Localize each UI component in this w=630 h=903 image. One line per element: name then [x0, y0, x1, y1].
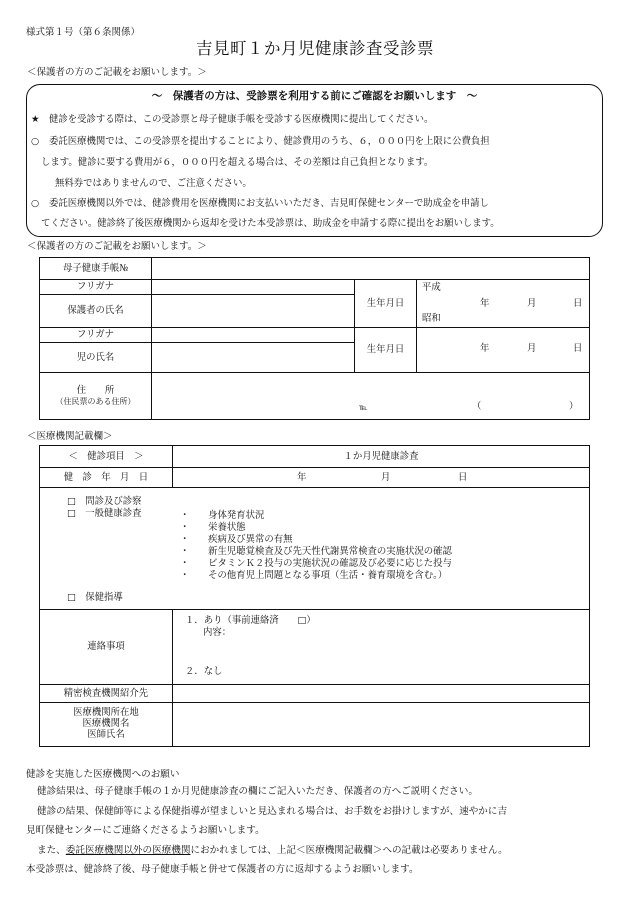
mch-number-field[interactable] — [152, 258, 590, 280]
star-icon: ★ — [31, 114, 40, 125]
child-birth-field[interactable] — [417, 328, 590, 373]
exam-item-value: １か月児健康診査 — [173, 446, 590, 468]
tel-paren-close: ） — [569, 401, 579, 412]
year-label: 年 — [297, 472, 307, 483]
era-showa: 昭和 — [422, 313, 441, 324]
institution-label-cell — [40, 703, 173, 747]
footer-heading: 健診を実施した医療機関へのお願い — [26, 769, 180, 780]
checkbox-icon[interactable]: □ — [67, 592, 76, 603]
referral-label: 精密検査機関紹介先 — [40, 685, 173, 703]
sub-item: ・ 疾病及び異常の有無 — [180, 534, 293, 545]
notice-line-6: てください。健診終了後医療機関から返却を受けた本受診票は、助成金を申請する際に提出をお願いします。 — [41, 218, 500, 229]
guardian-name-field[interactable] — [152, 295, 355, 328]
notice-heading: ～ 保護者の方は、受診票を利用する前にご確認をお願いします ～ — [151, 90, 478, 102]
institution-field[interactable] — [173, 703, 590, 747]
medical-table — [39, 445, 590, 747]
sub-item: ・ 栄養状態 — [180, 522, 246, 533]
exam-item-label: ＜ 健診項目 ＞ — [40, 446, 173, 468]
exam-checks-cell — [40, 488, 590, 610]
child-furigana-field[interactable] — [152, 328, 355, 343]
footer-line-4-post: におかれましては、上記＜医療機関記載欄＞への記載は必要ありません。 — [190, 845, 508, 856]
exam-date-field[interactable] — [173, 468, 590, 488]
check-label: 一般健康診査 — [85, 508, 142, 519]
month-label: 月 — [527, 298, 537, 309]
address-label-cell — [40, 373, 152, 420]
address-field[interactable] — [152, 373, 590, 420]
day-label: 日 — [458, 472, 468, 483]
footer-line-4-underlined: 委託医療機関以外の医療機関 — [65, 845, 191, 856]
address-sublabel: （住民票のある住所） — [55, 396, 136, 406]
mch-number-label: 母子健康手帳№ — [40, 258, 152, 280]
guardian-name-label: 保護者の氏名 — [40, 295, 152, 328]
child-name-label: 児の氏名 — [40, 343, 152, 373]
institution-name-label: 医療機関名 — [82, 718, 130, 730]
month-label: 月 — [381, 472, 391, 483]
circle-icon: ○ — [31, 198, 40, 209]
contact-option-1[interactable]: １．あり（事前連絡済 □） — [185, 615, 316, 626]
footer-line-1: 健診結果は、母子健康手帳の１か月児健康診査の欄にご記入いただき、保護者の方へご説明ください。 — [37, 786, 478, 797]
circle-icon: ○ — [31, 136, 40, 147]
notice-line-2 — [31, 136, 490, 148]
footer-line-3: 見町保健センターにご連絡くださるようお願いします。 — [26, 825, 265, 836]
guardian-furigana-label: フリガナ — [40, 280, 152, 295]
doctor-name-label: 医師氏名 — [87, 728, 125, 740]
page-title: 吉見町１か月児健康診査受診票 — [196, 39, 434, 58]
notice-text-2: 委託医療機関では、この受診票を提出することにより、健診費用のうち、６，０００円を上限に公費負担 — [49, 136, 490, 147]
child-furigana-label: フリガナ — [40, 328, 152, 343]
sub-item: ・ 新生児聴覚検査及び先天性代謝異常検査の実施状況の確認 — [180, 546, 452, 557]
month-label: 月 — [527, 343, 537, 354]
year-label: 年 — [480, 343, 490, 354]
guardian-birth-field[interactable] — [417, 280, 590, 328]
sub-item: ・ その他育児上問題となる事項（生活・養育環境を含む。） — [180, 570, 448, 581]
sub-item: ・ 身体発育状況 — [180, 510, 265, 521]
referral-field[interactable] — [173, 685, 590, 703]
footer-line-4 — [37, 845, 508, 857]
child-birth-label: 生年月日 — [355, 328, 417, 373]
guardian-furigana-field[interactable] — [152, 280, 355, 295]
notice-text-5: 委託医療機関以外では、健診費用を医療機関にお支払いいただき、吉見町保健センターで助成金を申請し — [49, 198, 489, 209]
notice-box — [26, 84, 603, 237]
checkbox-icon[interactable]: □ — [67, 508, 76, 519]
guardian-note: ＜保護者の方のご記載をお願いします。＞ — [27, 241, 207, 252]
guardian-note-top: ＜保護者の方のご記載をお願いします。＞ — [27, 67, 207, 78]
check-label: 保健指導 — [85, 592, 123, 603]
check-guidance[interactable] — [67, 592, 123, 604]
footer-line-5: 本受診票は、健診終了後、母子健康手帳と併せて保護者の方に返却するようお願いします。 — [26, 864, 419, 875]
day-label: 日 — [573, 298, 583, 309]
notice-line-1 — [31, 114, 433, 126]
contact-label: 連絡事項 — [40, 610, 173, 685]
notice-line-5 — [31, 198, 489, 210]
form-id: 様式第１号（第６条関係） — [26, 27, 141, 38]
contact-content-label: 内容： — [203, 627, 232, 638]
footer-line-2: 健診の結果、保健師等による保健指導が望ましいと見込まれる場合は、お手数をお掛けしますが、速やかに吉 — [37, 806, 508, 817]
medical-note: ＜医療機関記載欄＞ — [27, 431, 113, 442]
footer-line-4-pre: また、 — [37, 845, 66, 856]
tel-label: ℡ — [359, 403, 368, 412]
exam-date-label: 健 診 年 月 日 — [40, 468, 173, 488]
tel-paren-open: （ — [472, 401, 482, 412]
day-label: 日 — [573, 343, 583, 354]
institution-address-label: 医療機関所在地 — [73, 707, 139, 719]
contact-option-2[interactable]: ２．なし — [185, 666, 223, 677]
contact-field[interactable] — [173, 610, 590, 685]
guardian-birth-label: 生年月日 — [355, 280, 417, 328]
address-label: 住 所 — [76, 385, 115, 397]
guardian-table — [39, 257, 590, 420]
check-general[interactable] — [67, 508, 142, 520]
notice-line-4: 無料券ではありませんので、ご注意ください。 — [55, 178, 252, 189]
check-label: 問診及び診察 — [85, 496, 142, 507]
notice-text-1: 健診を受診する際は、この受診票と母子健康手帳を受診する医療機関に提出してください。 — [49, 114, 434, 125]
year-label: 年 — [480, 298, 490, 309]
checkbox-icon[interactable]: □ — [67, 496, 76, 507]
child-name-field[interactable] — [152, 343, 355, 373]
notice-line-3: します。健診に要する費用が６，０００円を超える場合は、その差額は自己負担となります。 — [41, 157, 434, 168]
era-heisei: 平成 — [422, 282, 441, 293]
sub-item: ・ ビタミンＫ２投与の実施状況の確認及び必要に応じた投与 — [180, 558, 452, 569]
check-interview[interactable] — [67, 496, 142, 508]
